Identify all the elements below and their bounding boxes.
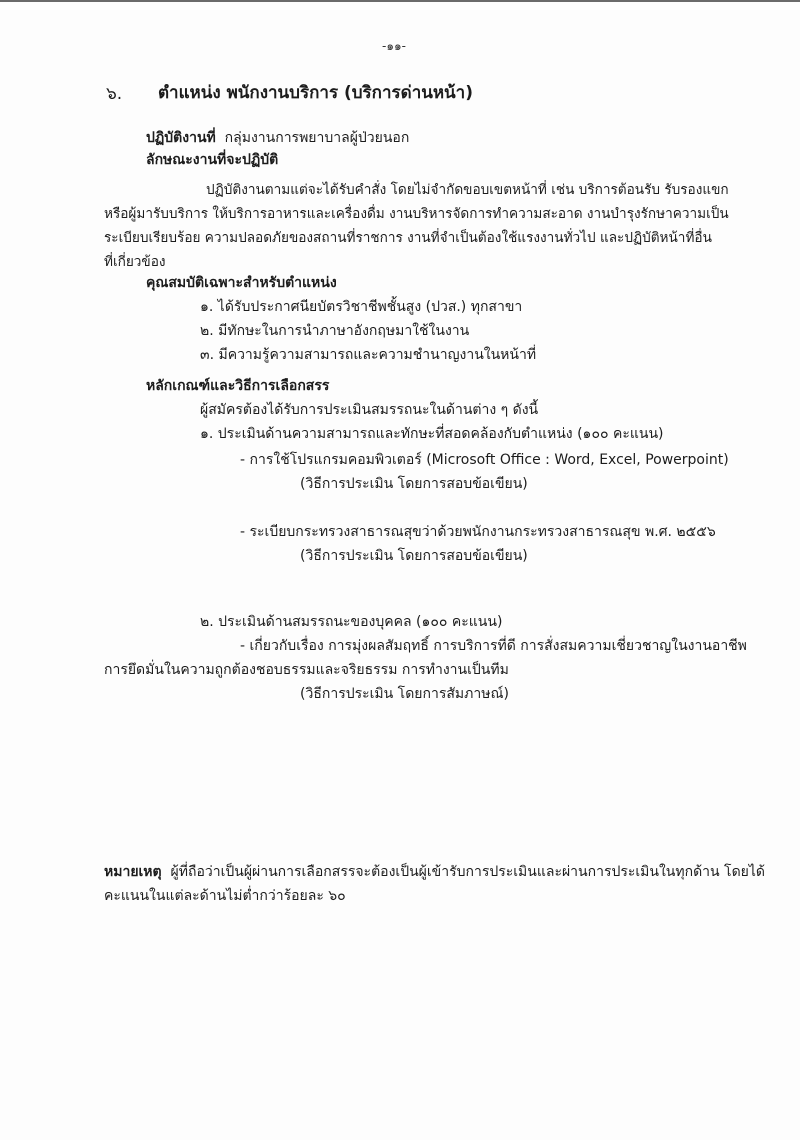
qualifications-heading: คุณสมบัติเฉพาะสำหรับตำแหน่ง xyxy=(146,275,337,291)
job-description-heading: ลักษณะงานที่จะปฏิบัติ xyxy=(146,152,279,168)
qualification-item: ๓. มีความรู้ความสามารถและความชำนาญงานในหน้าที่ xyxy=(200,347,537,363)
criterion-detail-line: การยึดมั่นในความถูกต้องชอบธรรมและจริยธรรม การทำงานเป็นทีม xyxy=(104,662,509,678)
assessment-method: (วิธีการประเมิน โดยการสอบข้อเขียน) xyxy=(300,548,528,564)
assessment-method: (วิธีการประเมิน โดยการสอบข้อเขียน) xyxy=(300,476,528,492)
criterion-detail-line: - เกี่ยวกับเรื่อง การมุ่งผลสัมฤทธิ์ การบริการที่ดี การสั่งสมความเชี่ยวชาญในงานอาชีพ xyxy=(240,638,747,654)
job-description-line: หรือผู้มารับบริการ ให้บริการอาหารและเครื่องดื่ม งานบริหารจัดการทำความสะอาด งานบำรุงรักษาความเป็น xyxy=(104,206,729,222)
page-number: -๑๑- xyxy=(382,39,406,53)
section-number: ๖. xyxy=(106,84,123,104)
note-label: หมายเหตุ xyxy=(104,864,162,880)
note-text: ผู้ที่ถือว่าเป็นผู้ผ่านการเลือกสรรจะต้องเป็นผู้เข้ารับการประเมินและผ่านการประเมินในทุกด้าน โดยได้ xyxy=(170,864,766,880)
job-description-line: ที่เกี่ยวข้อง xyxy=(104,254,166,270)
workplace-value: กลุ่มงานการพยาบาลผู้ป่วยนอก xyxy=(224,130,410,146)
job-description-line: ระเบียบเรียบร้อย ความปลอดภัยของสถานที่ราชการ งานที่จำเป็นต้องใช้แรงงานทั่วไป และปฏิบัติหน้าที่อื่น xyxy=(104,230,712,246)
workplace-label: ปฏิบัติงานที่ xyxy=(146,130,216,146)
note-line xyxy=(104,862,765,882)
selection-intro: ผู้สมัครต้องได้รับการประเมินสมรรถนะในด้านต่าง ๆ ดังนี้ xyxy=(200,402,539,418)
qualification-item: ๒. มีทักษะในการนำภาษาอังกฤษมาใช้ในงาน xyxy=(200,323,470,339)
workplace-line xyxy=(146,128,409,148)
qualification-item: ๑. ได้รับประกาศนียบัตรวิชาชีพชั้นสูง (ปวส.) ทุกสาขา xyxy=(200,299,523,315)
criterion-title: ๒. ประเมินด้านสมรรถนะของบุคคล (๑๐๐ คะแนน) xyxy=(200,614,503,630)
criterion-subitem: - การใช้โปรแกรมคอมพิวเตอร์ (Microsoft Office : Word, Excel, Powerpoint) xyxy=(240,452,729,468)
selection-heading: หลักเกณฑ์และวิธีการเลือกสรร xyxy=(146,378,330,394)
section-title: ตำแหน่ง พนักงานบริการ (บริการด่านหน้า) xyxy=(158,83,473,103)
job-description-line: ปฏิบัติงานตามแต่จะได้รับคำสั่ง โดยไม่จำกัดขอบเขตหน้าที่ เช่น บริการต้อนรับ รับรองแขก xyxy=(206,182,729,198)
assessment-method: (วิธีการประเมิน โดยการสัมภาษณ์) xyxy=(300,686,509,702)
note-line-2: คะแนนในแต่ละด้านไม่ต่ำกว่าร้อยละ ๖๐ xyxy=(104,888,346,904)
criterion-title: ๑. ประเมินด้านความสามารถและทักษะที่สอดคล้องกับตำแหน่ง (๑๐๐ คะแนน) xyxy=(200,426,664,442)
criterion-subitem: - ระเบียบกระทรวงสาธารณสุขว่าด้วยพนักงานกระทรวงสาธารณสุข พ.ศ. ๒๕๕๖ xyxy=(240,524,716,540)
